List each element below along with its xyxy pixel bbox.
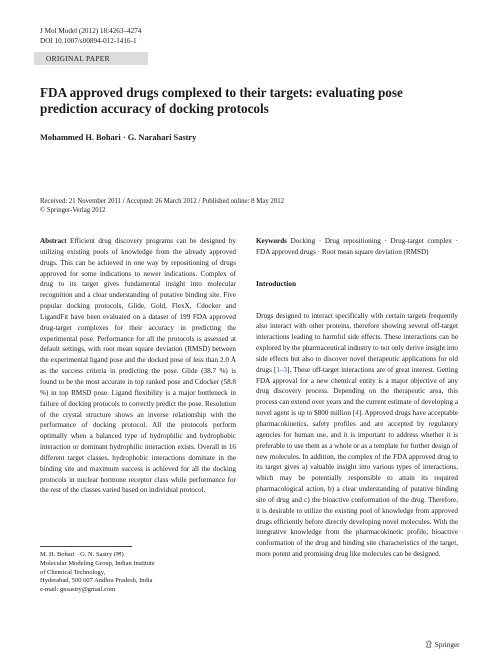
author-list: Mohammed H. Bohari · G. Narahari Sastry — [40, 133, 197, 142]
keywords — [256, 236, 458, 258]
author-affiliation: M. H. Bohari · G. N. Sastry (✉) Molecular Modeling Group, Indian Institute of Chemical Technology, Hyderabad, 500 607 Andhra Pradesh, India e-mail: gnsastry@gmail.com — [40, 551, 236, 595]
paper-type-label: ORIGINAL PAPER — [46, 54, 110, 63]
history-dates: Received: 21 November 2011 / Accepted: 26 March 2012 / Published online: 8 May 2012 — [40, 198, 285, 205]
journal-header — [40, 27, 141, 46]
keywords-label: Keywords — [256, 237, 287, 245]
doi: DOI 10.1007/s00894-012-1416-1 — [40, 36, 137, 45]
abstract — [40, 236, 236, 496]
citation-link[interactable]: 4 — [355, 409, 359, 418]
footnote-divider — [40, 546, 132, 547]
abstract-column — [40, 236, 236, 496]
citation-link[interactable]: 1–3 — [276, 365, 288, 374]
journal-citation: J Mol Model (2012) 18:4263–4274 — [40, 27, 142, 35]
right-column — [256, 236, 458, 560]
keywords-text: Docking · Drug repositioning · Drug-target complex · FDA approved drugs · Root mean square deviation (RMSD) — [256, 237, 458, 256]
introduction-heading: Introduction — [256, 278, 297, 288]
abstract-text: Efficient drug discovery programs can be designed by utilizing existing pools of knowledge from the already approved drugs. This can be achieved in one way by repositioning of drugs approved for some indications to newer indications. Complex of drug to its target gives fundamental insight into molecular recognition and a clear understanding of putative binding site. Five popular docking protocols, Glide, Gold, FlexX, Cdocker and LigandFit have been evaluated on a dataset of 199 FDA approved drug-target complexes for their accuracy in predicting the experimental pose. Performance for all the protocols is assessed at default settings, with root mean square deviation (RMSD) between the experimental ligand pose and the docked pose of less than 2.0 Å as the success criteria in predicting the pose. Glide (38.7 %) is found to be the most accurate in top ranked pose and Cdocker (58.8 %) in top RMSD pose. Ligand flexibility is a major bottleneck in failure of docking protocols to correctly predict the pose. Resolution of the crystal structure shows an inverse relationship with the performance of docking protocol. All the protocols perform optimally when a balanced type of hydrophilic and hydrophobic interaction or dominant hydrophilic interaction exists. Overall in 16 different target classes, hydrophobic interactions dominate in the binding site and maximum success is achieved for all the docking protocols in nuclear hormone receptor class while performance for the rest of the classes varied based on individual protocol. — [40, 237, 236, 495]
publisher-name: Springer — [434, 641, 460, 649]
paper-title: FDA approved drugs complexed to their targets: evaluating pose prediction accuracy of docking protocols — [40, 85, 403, 116]
publisher-footer — [425, 640, 460, 649]
introduction-text: Drugs designed to interact specifically with certain targets frequently also interact with other proteins, therefore showing several off-target interactions leading to harmful side effects. These interactions can be explored by the pharmaceutical industry to not only derive insight into side effects but also to discover novel therapeutic applications for old drugs [1–3]. These off-target interactions are of great interest. Getting FDA approval for a new chemical entity is a major objective of any drug discovery process. Depending on the therapeutic area, this process can extend over years and the current estimate of developing a novel agent is up to $800 million [4]. Approved drugs have acceptable pharmacokinetics, safety profiles and are accepted by regulatory agencies for human use, and it is important to address whether it is preferable to use them as a whole or as a template for further design of new molecules. In addition, the complex of the FDA approved drug to its target gives a) valuable insight into various types of interactions, which may be potentially responsible to attain its required pharmacological action, b) a clear understanding of putative binding site of drug and c) the bioactive conformation of the drug. Therefore, it is desirable to utilize the existing pool of knowledge from approved drugs efficiently before directly developing novel molecules. With the integrative knowledge from the pharmacokinetic profile, bioactive conformation of the drug and binding site characteristics of the target, more potent and promising drug like molecules can be designed. — [256, 311, 459, 559]
springer-horse-icon — [425, 640, 433, 648]
abstract-label: Abstract — [40, 237, 67, 245]
publication-history — [40, 197, 284, 215]
copyright: © Springer-Verlag 2012 — [40, 207, 106, 214]
contact-email[interactable]: e-mail: gnsastry@gmail.com — [40, 586, 116, 594]
